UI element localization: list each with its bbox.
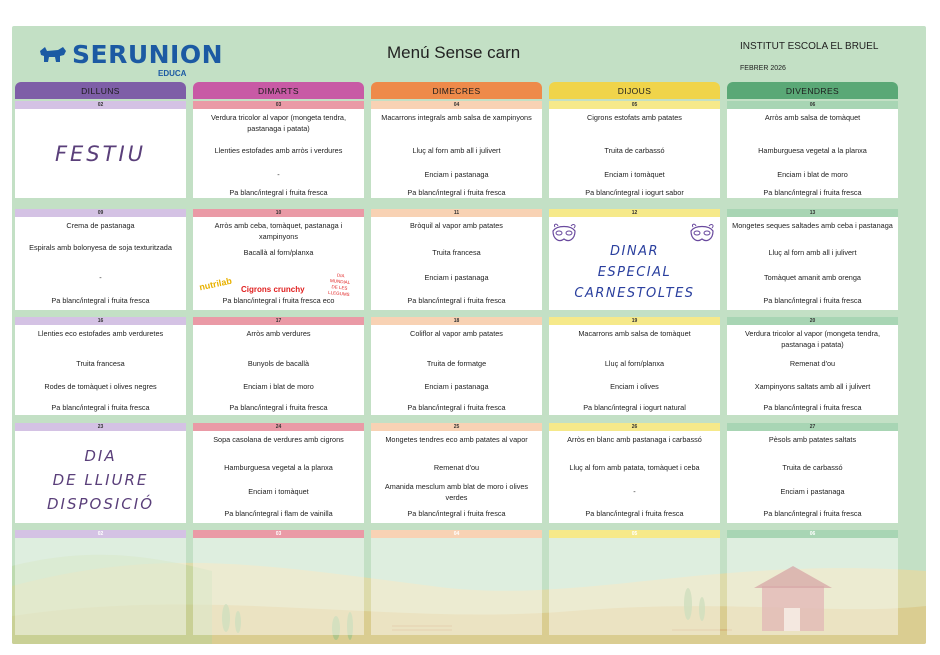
- menu-dish: Pa blanc/integral i fruita fresca: [229, 188, 328, 197]
- date-label: 16: [15, 317, 186, 325]
- menu-dish: Pa blanc/integral i fruita fresca: [229, 403, 328, 412]
- menu-cell-empty: [727, 530, 898, 635]
- menu-cell: [727, 101, 898, 198]
- menu-dish: Pa blanc/integral i fruita fresca: [763, 509, 862, 518]
- date-label: 09: [15, 209, 186, 217]
- menu-dish: Verdura tricolor al vapor (mongeta tendra, pastanaga i patata): [210, 113, 347, 133]
- menu-dish: Enciam i pastanaga: [780, 487, 845, 496]
- date-label: 03: [193, 101, 364, 109]
- date-label: 19: [549, 317, 720, 325]
- menu-dish: Pa blanc/integral i iogurt natural: [583, 403, 686, 412]
- menu-cell-empty: [15, 530, 186, 635]
- menu-dish: Lluç al forn amb all i julivert: [412, 146, 501, 155]
- menu-dish: Hamburguesa vegetal a la planxa: [758, 146, 867, 155]
- date-label: 26: [549, 423, 720, 431]
- menu-dishes: [371, 109, 542, 198]
- menu-cell: [193, 209, 364, 310]
- menu-dish: Tomàquet amanit amb orenga: [764, 273, 861, 282]
- menu-cell: [727, 209, 898, 310]
- date-label: 18: [371, 317, 542, 325]
- date-label: 27: [727, 423, 898, 431]
- menu-dishes: [371, 217, 542, 310]
- promo-event-word: DIA: [336, 272, 345, 279]
- menu-dishes: [15, 431, 186, 523]
- menu-dish: Pa blanc/integral i fruita fresca: [407, 188, 506, 197]
- menu-dish: Pa blanc/integral i fruita fresca: [51, 403, 150, 412]
- menu-dish: Mongetes tendres eco amb patates al vapor: [385, 435, 528, 444]
- date-label: 13: [727, 209, 898, 217]
- menu-dish: Hamburguesa vegetal a la planxa: [224, 463, 333, 472]
- menu-dish: Mongetes seques saltades amb ceba i pastanaga: [732, 221, 893, 230]
- menu-dishes: [193, 325, 364, 415]
- menu-dish: Enciam i olives: [610, 382, 659, 391]
- special-festiu: FESTIU: [54, 142, 147, 166]
- menu-dish: Pa blanc/integral i fruita fresca: [407, 296, 506, 305]
- menu-dish: Espirals amb bolonyesa de soja texturitzada: [29, 243, 172, 252]
- menu-dish: Arròs amb salsa de tomàquet: [764, 113, 861, 122]
- date-label: 17: [193, 317, 364, 325]
- menu-cell: [371, 317, 542, 415]
- menu-cell: [727, 317, 898, 415]
- day-column-dimecres: [371, 82, 542, 99]
- menu-cell: [15, 423, 186, 523]
- menu-frame: [12, 26, 926, 644]
- date-label: 12: [549, 209, 720, 217]
- date-label: 06: [727, 530, 898, 538]
- menu-cell-empty: [193, 530, 364, 635]
- menu-dish: Enciam i pastanaga: [424, 273, 489, 282]
- menu-dish: Remenat d'ou: [789, 359, 836, 368]
- menu-dishes: [549, 217, 720, 310]
- menu-dish: -: [277, 170, 280, 179]
- promo-event-word: DE LES: [331, 284, 348, 291]
- date-label: 06: [727, 101, 898, 109]
- menu-dish: Coliflor al vapor amb patates: [410, 329, 503, 338]
- page-title: Menú Sense carn: [387, 43, 521, 62]
- menu-dish: Enciam i blat de moro: [777, 170, 848, 179]
- menu-cell: [727, 423, 898, 523]
- date-label: 10: [193, 209, 364, 217]
- menu-dish: Bròquil al vapor amb patates: [410, 221, 503, 230]
- menu-dishes: [371, 325, 542, 415]
- menu-dish: Remenat d'ou: [433, 463, 480, 472]
- menu-dish: Pa blanc/integral i fruita fresca: [763, 403, 862, 412]
- special-lliure-disposicio-line: DE LLIURE: [52, 471, 149, 489]
- promo-event-word: LLEGUMS: [327, 289, 350, 298]
- date-label: 25: [371, 423, 542, 431]
- menu-cell: [15, 317, 186, 415]
- menu-dish: Truita de formatge: [426, 359, 487, 368]
- date-label: 02: [15, 530, 186, 538]
- nutrilab-logo: nutrilab: [198, 275, 233, 293]
- menu-dish: Crema de pastanaga: [66, 221, 135, 230]
- menu-dish: Bunyols de bacallà: [247, 359, 310, 368]
- day-header-dijous: DIJOUS: [549, 82, 720, 99]
- menu-dish: Rodes de tomàquet i olives negres: [44, 382, 157, 391]
- date-label: 02: [15, 101, 186, 109]
- menu-dish: Lluç al forn amb all i julivert: [768, 248, 857, 257]
- menu-dish: Macarrons amb salsa de tomàquet: [578, 329, 691, 338]
- menu-dish: Pa blanc/integral i fruita fresca: [763, 296, 862, 305]
- menu-dishes: [727, 431, 898, 523]
- menu-dish: Arròs amb ceba, tomàquet, pastanaga i xampinyons: [214, 221, 343, 241]
- day-column-dilluns: [15, 82, 186, 99]
- school-name: INSTITUT ESCOLA EL BRUEL: [740, 41, 879, 52]
- menu-dishes: [193, 109, 364, 198]
- menu-cell: [549, 423, 720, 523]
- menu-dish: Xampinyons saltats amb all i julivert: [754, 382, 871, 391]
- menu-dishes: [549, 325, 720, 415]
- menu-cell: [193, 101, 364, 198]
- menu-dish: Arròs amb verdures: [246, 329, 311, 338]
- brand-sub: EDUCA: [158, 69, 187, 78]
- menu-cell-empty: [549, 530, 720, 635]
- menu-dish: -: [633, 487, 636, 496]
- menu-dish: -: [99, 273, 102, 282]
- date-label: 04: [371, 101, 542, 109]
- date-label: 24: [193, 423, 364, 431]
- menu-dish: Truita de carbassó: [604, 146, 665, 155]
- menu-dishes: [193, 431, 364, 523]
- menu-dish: Enciam i pastanaga: [424, 382, 489, 391]
- menu-dish: Pa blanc/integral i iogurt sabor: [585, 188, 684, 197]
- menu-cell: [193, 317, 364, 415]
- menu-dishes: [549, 431, 720, 523]
- day-header-divendres: DIVENDRES: [727, 82, 898, 99]
- menu-dishes: [15, 109, 186, 198]
- promo-product: Cigrons crunchy: [241, 285, 305, 294]
- menu-dish: Lluç al forn amb patata, tomàquet i ceba: [569, 463, 700, 472]
- special-carnestoltes-line: DINAR: [610, 244, 659, 259]
- menu-dish: Pa blanc/integral i fruita fresca eco: [222, 296, 335, 305]
- day-header-dilluns: DILLUNS: [15, 82, 186, 99]
- date-label: 11: [371, 209, 542, 217]
- menu-dish: Enciam i blat de moro: [243, 382, 314, 391]
- menu-dish: Sopa casolana de verdures amb cigrons: [213, 435, 344, 444]
- menu-dishes: [193, 217, 364, 310]
- menu-cell-empty: [371, 530, 542, 635]
- menu-dish: Llenties estofades amb arròs i verdures: [214, 146, 343, 155]
- promo-event-word: MUNDIAL: [329, 277, 351, 286]
- menu-dish: Truita francesa: [432, 248, 481, 257]
- special-lliure-disposicio-line: DISPOSICIÓ: [47, 495, 154, 513]
- menu-dishes: [727, 217, 898, 310]
- menu-dish: Lluç al forn/planxa: [604, 359, 665, 368]
- day-column-dijous: [549, 82, 720, 99]
- menu-dish: Enciam i pastanaga: [424, 170, 489, 179]
- menu-dish: Pa blanc/integral i fruita fresca: [585, 509, 684, 518]
- special-carnestoltes-line: CARNESTOLTES: [574, 286, 695, 301]
- month-label: FEBRER 2026: [740, 65, 786, 72]
- menu-dishes: [371, 431, 542, 523]
- menu-dishes: [15, 325, 186, 415]
- menu-dish: Verdura tricolor al vapor (mongeta tendra, pastanaga i patata): [744, 329, 881, 349]
- page-header: [12, 26, 926, 84]
- date-label: 03: [193, 530, 364, 538]
- date-label: 05: [549, 530, 720, 538]
- menu-dish: Arròs en blanc amb pastanaga i carbassó: [567, 435, 702, 444]
- menu-dish: Cigrons estofats amb patates: [587, 113, 682, 122]
- menu-cell: [549, 101, 720, 198]
- menu-dish: Llenties eco estofades amb verduretes: [37, 329, 164, 338]
- menu-dishes: [15, 217, 186, 310]
- day-header-dimecres: DIMECRES: [371, 82, 542, 99]
- date-label: 23: [15, 423, 186, 431]
- menu-dish: Enciam i tomàquet: [604, 170, 665, 179]
- day-column-divendres: [727, 82, 898, 99]
- menu-dish: Pa blanc/integral i fruita fresca: [407, 509, 506, 518]
- promo-event: [328, 272, 352, 298]
- menu-dish: Truita francesa: [76, 359, 125, 368]
- menu-cell: [371, 423, 542, 523]
- date-label: 05: [549, 101, 720, 109]
- special-carnestoltes-line: ESPECIAL: [597, 265, 672, 280]
- brand-name: SERUNION: [72, 40, 224, 69]
- menu-dish: Amanida mesclum amb blat de moro i olives verdes: [384, 482, 529, 502]
- menu-cell: [15, 101, 186, 198]
- menu-dish: Bacallà al forn/planxa: [243, 248, 314, 257]
- special-lliure-disposicio-line: DIA: [84, 447, 117, 465]
- brand-logo: [38, 40, 224, 78]
- menu-dishes: [727, 109, 898, 198]
- menu-dish: Pèsols amb patates saltats: [768, 435, 857, 444]
- date-label: 20: [727, 317, 898, 325]
- serunion-bull-icon: [38, 45, 68, 65]
- menu-cell: [15, 209, 186, 310]
- menu-cell: [371, 209, 542, 310]
- menu-dish: Truita de carbassó: [782, 463, 843, 472]
- menu-cell: [549, 317, 720, 415]
- date-label: 04: [371, 530, 542, 538]
- menu-dish: Enciam i tomàquet: [248, 487, 309, 496]
- menu-dish: Pa blanc/integral i flam de vainilla: [224, 509, 333, 518]
- menu-dish: Pa blanc/integral i fruita fresca: [407, 403, 506, 412]
- menu-dish: Pa blanc/integral i fruita fresca: [763, 188, 862, 197]
- menu-dishes: [549, 109, 720, 198]
- menu-cell: [193, 423, 364, 523]
- menu-dish: Pa blanc/integral i fruita fresca: [51, 296, 150, 305]
- menu-cell: [371, 101, 542, 198]
- day-column-dimarts: [193, 82, 364, 99]
- menu-cell: [549, 209, 720, 310]
- day-header-dimarts: DIMARTS: [193, 82, 364, 99]
- menu-dishes: [727, 325, 898, 415]
- menu-dish: Macarrons integrals amb salsa de xampinyons: [381, 113, 532, 122]
